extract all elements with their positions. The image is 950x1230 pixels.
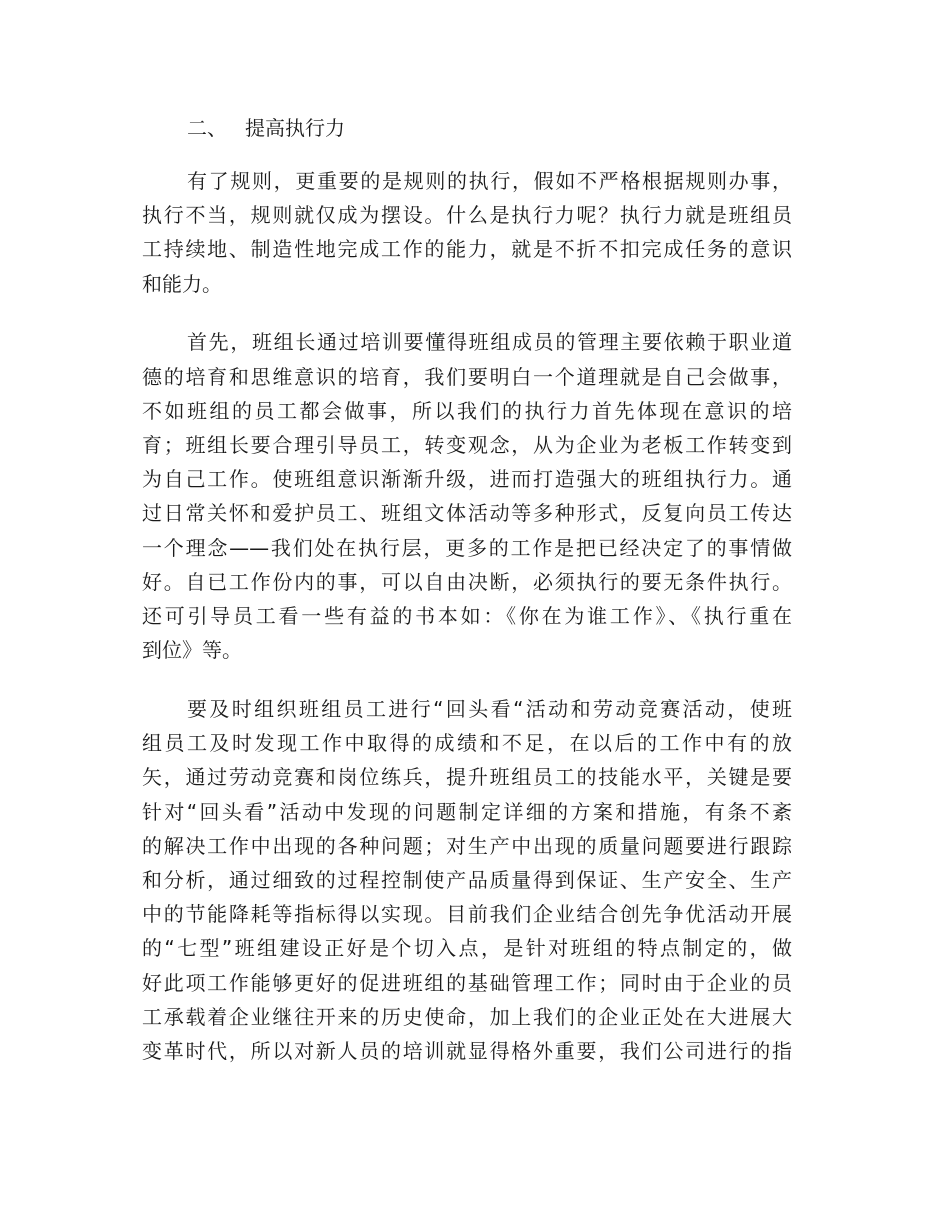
paragraph-line: 要及时组织班组员工进行“回头看“活动和劳动竞赛活动，使班 — [187, 697, 792, 721]
paragraph-line: 针对“回头看”活动中发现的问题制定详细的方案和措施，有条不紊 — [142, 800, 792, 824]
paragraph-line: 组员工及时发现工作中取得的成绩和不足，在以后的工作中有的放 — [142, 731, 792, 755]
paragraph-line: 中的节能降耗等指标得以实现。目前我们企业结合创先争优活动开展 — [142, 902, 792, 926]
paragraph-line: 和能力。 — [142, 272, 222, 296]
paragraph-line: 还可引导员工看一些有益的书本如：《你在为谁工作》、《执行重在 — [142, 604, 792, 628]
paragraph-line: 的解决工作中出现的各种问题；对生产中出现的质量问题要进行跟踪 — [142, 834, 792, 858]
paragraph-line: 为自己工作。使班组意识渐渐升级，进而打造强大的班组执行力。通 — [142, 467, 792, 491]
paragraph-line: 变革时代，所以对新人员的培训就显得格外重要，我们公司进行的指 — [142, 1039, 792, 1063]
paragraph-line: 首先，班组长通过培训要懂得班组成员的管理主要依赖于职业道 — [187, 330, 792, 354]
paragraph-line: 工承载着企业继往开来的历史使命，加上我们的企业正处在大进展大 — [142, 1005, 792, 1029]
paragraph-line: 执行不当，规则就仅成为摆设。什么是执行力呢？执行力就是班组员 — [142, 203, 792, 227]
paragraph-line: 到位》等。 — [142, 638, 242, 662]
paragraph-line: 好。自已工作份内的事，可以自由决断，必须执行的要无条件执行。 — [142, 570, 792, 594]
paragraph-line: 工持续地、制造性地完成工作的能力，就是不折不扣完成任务的意识 — [142, 237, 792, 261]
paragraph-line: 德的培育和思维意识的培育，我们要明白一个道理就是自己会做事， — [142, 365, 792, 389]
paragraph-line: 有了规则，更重要的是规则的执行，假如不严格根据规则办事， — [187, 169, 792, 193]
paragraph-line: 不如班组的员工都会做事，所以我们的执行力首先体现在意识的培 — [142, 399, 792, 423]
paragraph-line: 矢，通过劳动竞赛和岗位练兵，提升班组员工的技能水平，关键是要 — [142, 765, 792, 789]
paragraph-line: 的“七型”班组建设正好是个切入点，是针对班组的特点制定的，做 — [142, 936, 792, 960]
paragraph-line: 过日常关怀和爱护员工、班组文体活动等多种形式，反复向员工传达 — [142, 501, 792, 525]
section-number: 二、 — [187, 116, 227, 140]
paragraph-line: 育；班组长要合理引导员工，转变观念，从为企业为老板工作转变到 — [142, 433, 792, 457]
paragraph-line: 和分析，通过细致的过程控制使产品质量得到保证、生产安全、生产 — [142, 868, 792, 892]
section-title: 提高执行力 — [245, 116, 345, 140]
paragraph-line: 好此项工作能够更好的促进班组的基础管理工作；同时由于企业的员 — [142, 971, 792, 995]
paragraph-line: 一个理念——我们处在执行层，更多的工作是把已经决定了的事情做 — [142, 536, 792, 560]
section-heading — [187, 114, 345, 142]
